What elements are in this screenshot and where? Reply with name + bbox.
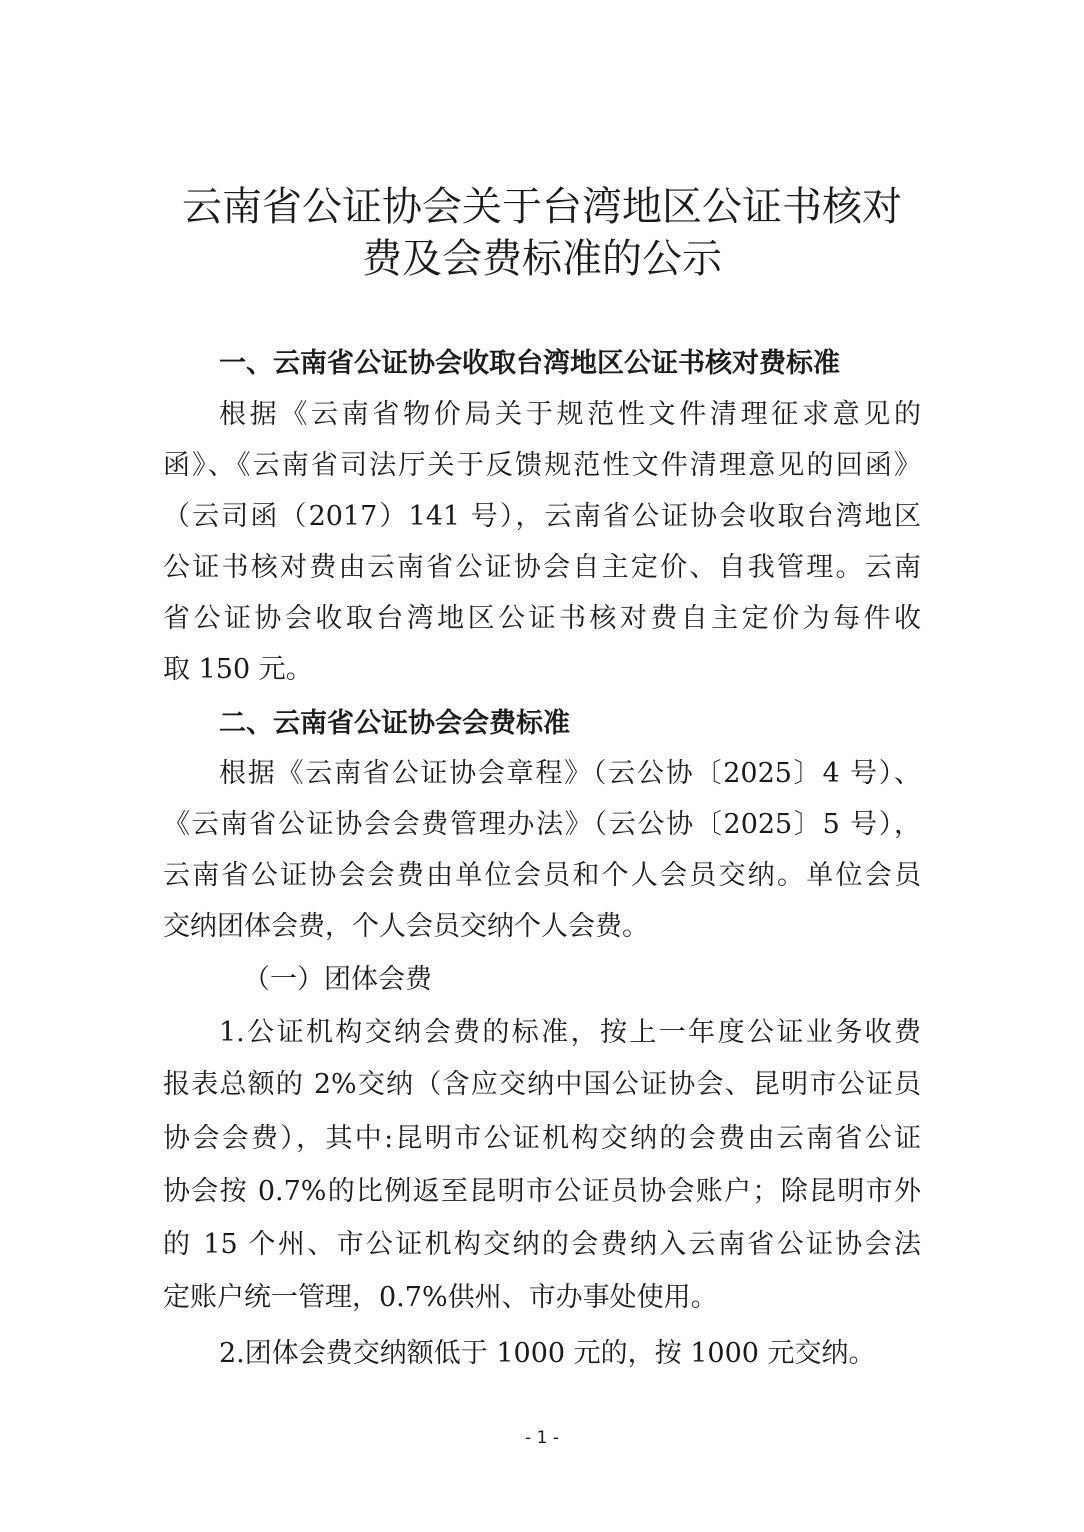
paragraph-line: 协会按 0.7%的比例返至昆明市公证员协会账户；除昆明市外: [163, 1176, 921, 1207]
paragraph-line: 根据《云南省物价局关于规范性文件清理征求意见的: [219, 399, 921, 430]
title-line-2: 费及会费标准的公示: [362, 236, 722, 282]
paragraph-line: 1.公证机构交纳会费的标准，按上一年度公证业务收费: [219, 1017, 921, 1048]
paragraph-line: 根据《云南省公证协会章程》（云公协〔2025〕4 号）、: [219, 758, 921, 789]
paragraph-line: 定账户统一管理，0.7%供州、市办事处使用。: [163, 1282, 718, 1313]
title-line-1: 云南省公证协会关于台湾地区公证书核对: [182, 184, 902, 230]
paragraph-line: 协会会费），其中:昆明市公证机构交纳的会费由云南省公证: [163, 1123, 921, 1154]
paragraph-line: 函》、《云南省司法厅关于反馈规范性文件清理意见的回函》: [163, 450, 921, 481]
paragraph-line: 的 15 个州、市公证机构交纳的会费纳入云南省公证协会法: [163, 1229, 921, 1260]
section1-heading: 一、云南省公证协会收取台湾地区公证书核对费标准: [219, 348, 840, 379]
page-number: - 1 -: [525, 1428, 559, 1448]
paragraph-line: 交纳团体会费，个人会员交纳个人会费。: [163, 911, 649, 942]
paragraph-line: 《云南省公证协会会费管理办法》（云公协〔2025〕5 号），: [163, 809, 921, 840]
paragraph-line: （云司函（2017）141 号），云南省公证协会收取台湾地区: [163, 501, 921, 532]
item-2-paragraph: 2.团体会费交纳额低于 1000 元的，按 1000 元交纳。: [219, 1338, 876, 1369]
paragraph-line: 取 150 元。: [163, 654, 313, 685]
paragraph-line: 省公证协会收取台湾地区公证书核对费自主定价为每件收: [163, 603, 921, 634]
paragraph-line: 报表总额的 2%交纳（含应交纳中国公证协会、昆明市公证员: [163, 1069, 921, 1100]
paragraph-line: 公证书核对费由云南省公证协会自主定价、自我管理。云南: [163, 552, 921, 583]
section2-heading: 二、云南省公证协会会费标准: [219, 708, 570, 739]
paragraph-line: 云南省公证协会会费由单位会员和个人会员交纳。单位会员: [163, 860, 921, 891]
subheading-group-fee: （一）团体会费: [243, 964, 432, 995]
